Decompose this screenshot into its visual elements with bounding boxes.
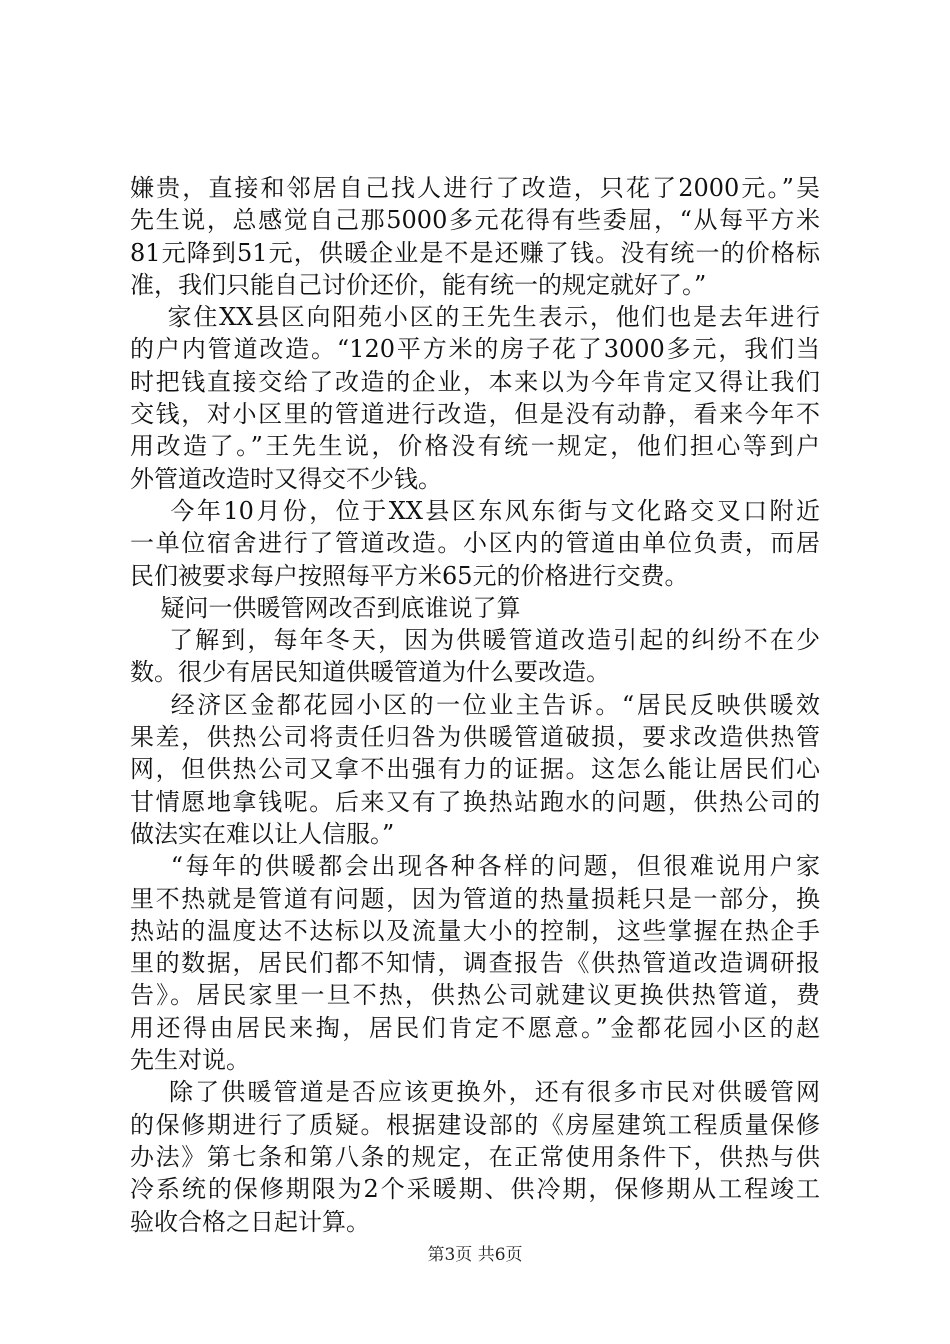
text-line: 疑问一供暖管网改否到底谁说了算 xyxy=(130,593,521,622)
text-line: 除了供暖管道是否应该更换外，还有很多市民对供暖管网 xyxy=(130,1078,820,1107)
body-text xyxy=(130,172,820,1238)
text-line: 的户内管道改造。“120平方米的房子花了3000多元，我们当 xyxy=(130,335,820,364)
text-line: 一单位宿舍进行了管道改造。小区内的管道由单位负责，而居 xyxy=(130,529,820,558)
text-line: 交钱，对小区里的管道进行改造，但是没有动静，看来今年不 xyxy=(130,400,820,429)
text-line: 热站的温度达不达标以及流量大小的控制，这些掌握在热企手 xyxy=(130,916,820,945)
text-line: 网，但供热公司又拿不出强有力的证据。这怎么能让居民们心 xyxy=(130,755,820,784)
text-line: 时把钱直接交给了改造的企业，本来以为今年肯定又得让我们 xyxy=(130,367,820,396)
text-line: 先生说，总感觉自己那5000多元花得有些委屈，“从每平方米 xyxy=(130,206,820,235)
text-line: 告》。居民家里一旦不热，供热公司就建议更换供热管道，费 xyxy=(130,981,820,1010)
text-line: 先生对说。 xyxy=(130,1046,250,1075)
text-line: “每年的供暖都会出现各种各样的问题，但很难说用户家 xyxy=(130,852,820,881)
text-line: 家住XX县区向阳苑小区的王先生表示，他们也是去年进行 xyxy=(130,303,820,332)
text-line: 的保修期进行了质疑。根据建设部的《房屋建筑工程质量保修 xyxy=(130,1110,820,1139)
text-line: 81元降到51元，供暖企业是不是还赚了钱。没有统一的价格标 xyxy=(130,238,820,267)
text-line: 里不热就是管道有问题，因为管道的热量损耗只是一部分，换 xyxy=(130,884,820,913)
text-line: 经济区金都花园小区的一位业主告诉。“居民反映供暖效 xyxy=(130,690,820,719)
text-line: 里的数据，居民们都不知情，调查报告《供热管道改造调研报 xyxy=(130,949,820,978)
text-line: 外管道改造时又得交不少钱。 xyxy=(130,464,442,493)
text-line: 今年10月份，位于XX县区东风东街与文化路交叉口附近 xyxy=(130,496,820,525)
text-line: 数。很少有居民知道供暖管道为什么要改造。 xyxy=(130,658,610,687)
text-line: 民们被要求每户按照每平方米65元的价格进行交费。 xyxy=(130,561,689,590)
text-line: 准，我们只能自己讨价还价，能有统一的规定就好了。” xyxy=(130,270,707,299)
text-line: 做法实在难以让人信服。” xyxy=(130,819,395,848)
text-line: 用还得由居民来掏，居民们肯定不愿意。”金都花园小区的赵 xyxy=(130,1013,820,1042)
text-line: 办法》第七条和第八条的规定，在正常使用条件下，供热与供 xyxy=(130,1142,820,1171)
text-line: 验收合格之日起计算。 xyxy=(130,1207,370,1236)
text-line: 嫌贵，直接和邻居自己找人进行了改造，只花了2000元。”吴 xyxy=(130,174,820,202)
page-footer: 第3页 共6页 xyxy=(427,1245,523,1265)
text-line: 用改造了。”王先生说，价格没有统一规定，他们担心等到户 xyxy=(130,432,820,461)
text-line: 果差，供热公司将责任归咎为供暖管道破损，要求改造供热管 xyxy=(130,723,820,752)
text-line: 甘情愿地拿钱呢。后来又有了换热站跑水的问题，供热公司的 xyxy=(130,787,820,816)
text-line: 了解到，每年冬天，因为供暖管道改造引起的纠纷不在少 xyxy=(130,626,820,655)
text-line: 冷系统的保修期限为2个采暖期、供冷期，保修期从工程竣工 xyxy=(130,1175,820,1204)
